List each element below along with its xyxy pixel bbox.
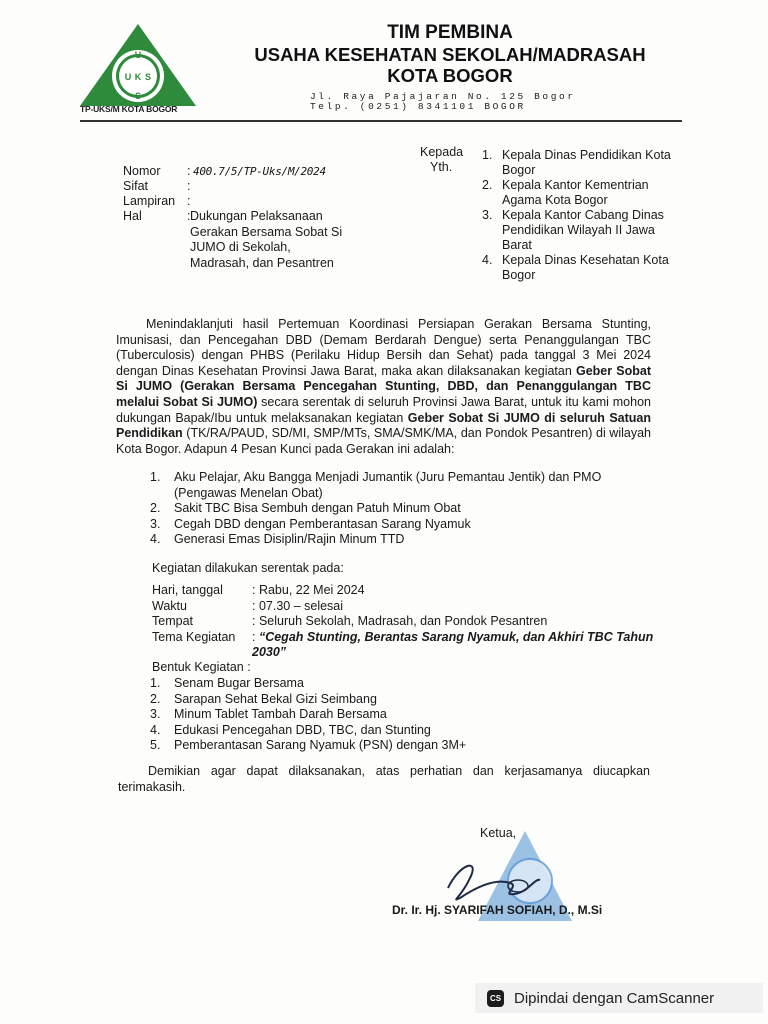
signatory-title: Ketua, <box>480 826 517 840</box>
activity-text: Minum Tablet Tambah Darah Bersama <box>174 707 387 722</box>
letterhead-divider <box>80 120 682 122</box>
activity-number: 4. <box>150 722 161 737</box>
recipient-text: Kepala Kantor Kementrian Agama Kota Bogor <box>502 178 649 207</box>
hal-value: Dukungan Pelaksanaan Gerakan Bersama Sobat Si JUMO di Sekolah, Madrasah, dan Pesantren <box>190 209 343 270</box>
logo-letter-u: U <box>124 72 132 82</box>
letterhead-line-3: KOTA BOGOR <box>387 65 513 86</box>
activity-number: 2. <box>150 691 161 706</box>
recipient-number: 1. <box>482 148 493 162</box>
address-line: Jl. Raya Pajajaran No. 125 Bogor <box>310 91 576 102</box>
activities-list <box>150 676 466 754</box>
key-message-item <box>150 517 650 533</box>
handwritten-signature <box>440 858 550 908</box>
letterhead-address <box>310 92 576 112</box>
logo-caption: TP-UKS/M KOTA BOGOR <box>80 104 178 114</box>
activity-number: 1. <box>150 676 161 690</box>
logo-letter-k: K <box>134 72 142 82</box>
key-message-number: 3. <box>150 516 161 531</box>
key-message-number: 2. <box>150 501 161 516</box>
activity-text: Sarapan Sehat Bekal Gizi Seimbang <box>174 691 377 706</box>
letterhead-title <box>200 22 700 86</box>
recipient-number: 2. <box>482 178 493 192</box>
key-message-item <box>150 532 650 548</box>
schedule-value: : 07.30 – selesai <box>252 598 344 613</box>
theme-value: “Cegah Stunting, Berantas Sarang Nyamuk, dan Akhiri TBC Tahun 2030” <box>252 629 654 660</box>
recipient-number: 4. <box>482 253 493 267</box>
phone-line: Telp. (0251) 8341101 BOGOR <box>310 101 526 112</box>
hal-colon: : <box>187 209 191 223</box>
camscanner-text: Dipindai dengan CamScanner <box>514 989 715 1007</box>
key-message-number: 4. <box>150 532 161 547</box>
schedule-table <box>152 583 662 661</box>
paragraph-text: (TK/RA/PAUD, SD/MI, SMP/MTs, SMA/SMK/MA, dan Pondok Pesantren) di wilayah Kota Bogor. Adapun 4 Pesan Kunci pada Gerakan ini adalah: <box>116 426 651 456</box>
camscanner-watermark <box>475 983 763 1013</box>
nomor-label: Nomor <box>123 164 161 178</box>
schedule-value: : Seluruh Sekolah, Madrasah, dan Pondok Pesantren <box>252 614 548 629</box>
kepada-label: Kepada <box>420 145 464 159</box>
logo-letter-s: S <box>144 72 152 82</box>
yth-label: Yth. <box>430 160 453 174</box>
lampiran-colon: : <box>187 194 191 208</box>
letterhead-line-1: TIM PEMBINA <box>387 22 513 43</box>
key-message-text: Generasi Emas Disiplin/Rajin Minum TTD <box>174 532 405 547</box>
lampiran-label: Lampiran <box>123 194 176 208</box>
schedule-intro: Kegiatan dilakukan serentak pada: <box>152 561 344 575</box>
recipient-header <box>420 145 463 175</box>
theme-value-wrapper <box>252 630 662 661</box>
sifat-colon: : <box>187 179 191 193</box>
schedule-row <box>152 614 662 630</box>
key-message-number: 1. <box>150 470 161 484</box>
activity-number: 3. <box>150 707 161 722</box>
key-message-text: Sakit TBC Bisa Sembuh dengan Patuh Minum Obat <box>174 501 461 516</box>
recipient-text: Kepala Dinas Kesehatan Kota Bogor <box>502 253 669 282</box>
activity-item <box>150 723 466 739</box>
schedule-row-theme <box>152 630 662 661</box>
key-message-text: Aku Pelajar, Aku Bangga Menjadi Jumantik (Juru Pemantau Jentik) dan PMO (Pengawas Menelan Obat) <box>174 470 602 500</box>
recipient-item <box>482 253 682 283</box>
logo-letter-u-top: U <box>134 50 142 60</box>
activity-item <box>150 738 466 754</box>
recipient-item <box>482 148 682 178</box>
body-paragraph <box>116 317 651 457</box>
key-message-text: Cegah DBD dengan Pemberantasan Sarang Nyamuk <box>174 516 471 531</box>
schedule-value: : Rabu, 22 Mei 2024 <box>252 583 365 597</box>
activity-text: Pemberantasan Sarang Nyamuk (PSN) dengan 3M+ <box>174 738 467 753</box>
theme-label: Tema Kegiatan <box>152 629 236 644</box>
schedule-row <box>152 599 662 615</box>
recipient-list <box>482 148 682 283</box>
paragraph-bold-scope: Geber Sobat Si JUMO di seluruh Satuan Pendidikan <box>116 410 652 441</box>
recipient-number: 3. <box>482 208 493 222</box>
key-messages-list <box>150 470 650 548</box>
hal-label: Hal <box>123 209 142 223</box>
schedule-label: Tempat <box>152 614 193 629</box>
letterhead-line-2: USAHA KESEHATAN SEKOLAH/MADRASAH <box>254 44 646 65</box>
recipient-item <box>482 208 682 253</box>
activity-item <box>150 692 466 708</box>
recipient-text: Kepala Kantor Cabang Dinas Pendidikan Wilayah II Jawa Barat <box>502 208 664 252</box>
activity-item <box>150 707 466 723</box>
activity-number: 5. <box>150 738 161 753</box>
nomor-colon: : <box>187 164 191 178</box>
schedule-row <box>152 583 662 599</box>
activity-text: Edukasi Pencegahan DBD, TBC, dan Stunting <box>174 722 431 737</box>
activities-title: Bentuk Kegiatan : <box>152 660 251 674</box>
key-message-item <box>150 470 650 501</box>
camscanner-icon: CS <box>487 990 504 1007</box>
nomor-value: 400.7/5/TP-Uks/M/2024 <box>193 165 326 178</box>
activity-text: Senam Bugar Bersama <box>174 676 304 690</box>
paragraph-text: Menindaklanjuti hasil Pertemuan Koordinasi Persiapan Gerakan Bersama Stunting, Imunisasi, dan Pencegahan DBD (Demam Berdarah Dengue) serta Penanggulangan TBC (Tuberculosis) dengan PHBS (Perilaku Hidup Bersih dan Sehat) pada tanggal 3 Mei 2024 dengan Dinas Kesehatan Provinsi Jawa Barat, maka akan dilaksanakan kegiatan <box>116 317 651 378</box>
schedule-label: Hari, tanggal <box>152 583 223 597</box>
sifat-label: Sifat <box>123 179 149 193</box>
activity-item <box>150 676 466 692</box>
recipient-item <box>482 178 682 208</box>
logo-letter-s-bottom: S <box>134 91 142 101</box>
signatory-name: Dr. Ir. Hj. SYARIFAH SOFIAH, D., M.Si <box>392 903 603 917</box>
key-message-item <box>150 501 650 517</box>
closing-paragraph <box>118 763 650 795</box>
recipient-text: Kepala Dinas Pendidikan Kota Bogor <box>502 148 671 177</box>
paragraph-bold-activity: Geber Sobat Si JUMO (Gerakan Bersama Pencegahan Stunting, DBD, dan Penanggulangan TBC melalui Sobat Si JUMO) <box>116 363 651 409</box>
closing-text: Demikian agar dapat dilaksanakan, atas perhatian dan kerjasamanya diucapkan terimakasih. <box>118 764 650 794</box>
paragraph-text: secara serentak di seluruh Provinsi Jawa Barat, untuk itu kami mohon dukungan Bapak/Ibu untuk melaksanakan kegiatan <box>116 394 651 425</box>
schedule-label: Waktu <box>152 598 187 613</box>
theme-colon: : <box>252 629 259 644</box>
